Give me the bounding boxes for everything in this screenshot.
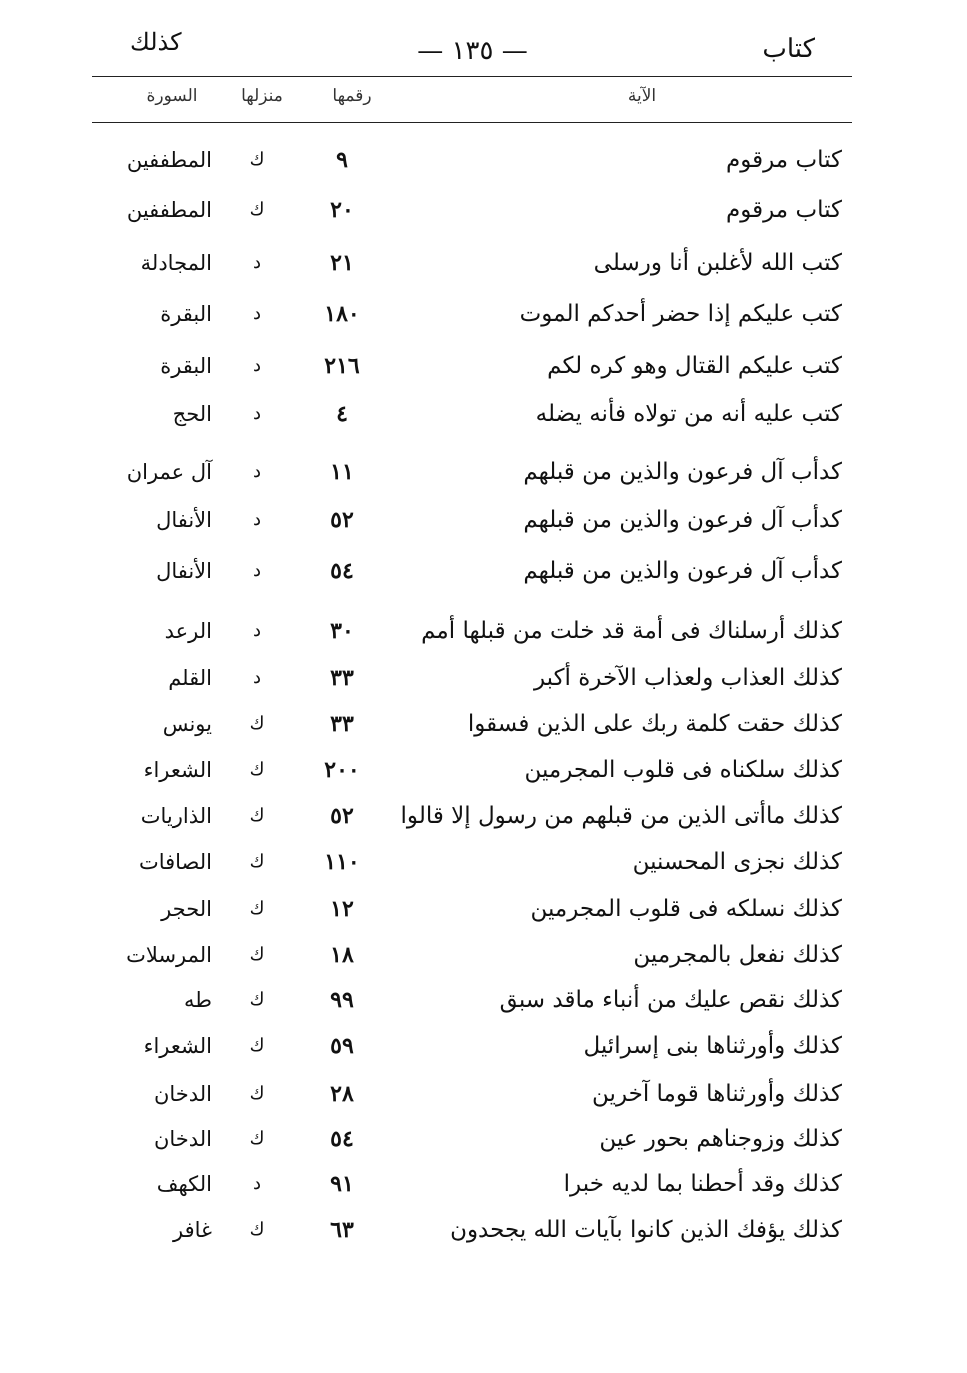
aya-text: كذلك يؤفك الذين كانوا بآيات الله يجحدون — [450, 1217, 842, 1243]
aya-text: كذلك نقص عليك من أنباء ماقد سبق — [499, 987, 842, 1013]
revelation-place: د — [252, 252, 261, 273]
sura-name: المطففين — [126, 148, 212, 172]
aya-text: كذلك وقد أحطنا بما لديه خبرا — [563, 1171, 842, 1197]
sura-name: الكهف — [156, 1172, 212, 1196]
table-row — [92, 889, 852, 929]
revelation-place: د — [252, 509, 261, 530]
table-row — [92, 796, 852, 836]
revelation-place: ك — [249, 199, 265, 220]
table-row — [92, 500, 852, 540]
aya-text: كذلك ماأتى الذين من قبلهم من رسول إلا قالوا — [400, 803, 842, 829]
table-row — [92, 842, 852, 882]
column-header-place: منزلها — [241, 86, 283, 106]
aya-text: كذلك العذاب ولعذاب الآخرة أكبر — [533, 665, 842, 691]
aya-text: كذلك وأورثناها قوما آخرين — [592, 1081, 842, 1107]
sura-name: الشعراء — [143, 758, 212, 782]
column-header-sura: السورة — [146, 86, 198, 106]
aya-text: كتب عليه أنه من تولاه فأنه يضله — [535, 401, 842, 427]
table-row — [92, 980, 852, 1020]
revelation-place: ك — [249, 149, 265, 170]
page-number: — ١٣٥ — — [417, 36, 528, 66]
aya-number: ١١٠ — [324, 849, 360, 875]
table-row — [92, 658, 852, 698]
table-row — [92, 1210, 852, 1250]
aya-number: ٣٣ — [330, 665, 354, 691]
table-row — [92, 935, 852, 975]
aya-text: كذلك أرسلناك فى أمة قد خلت من قبلها أمم — [421, 618, 842, 644]
aya-text: كذلك وأورثناها بنى إسرائيل — [583, 1033, 842, 1059]
revelation-place: ك — [249, 989, 265, 1010]
table-row — [92, 346, 852, 386]
aya-number: ٤ — [336, 401, 348, 427]
revelation-place: د — [252, 560, 261, 581]
sura-name: الحج — [172, 402, 212, 426]
revelation-place: ك — [249, 759, 265, 780]
table-row — [92, 750, 852, 790]
aya-text: كذلك نسلكه فى قلوب المجرمين — [530, 896, 842, 922]
table-row — [92, 394, 852, 434]
table-row — [92, 140, 852, 180]
aya-number: ٢٨ — [330, 1081, 354, 1107]
revelation-place: ك — [249, 898, 265, 919]
revelation-place: د — [252, 403, 261, 424]
aya-text: كذلك حقت كلمة ربك على الذين فسقوا — [467, 711, 842, 737]
table-row — [92, 551, 852, 591]
column-headers — [92, 86, 852, 116]
table-row — [92, 1026, 852, 1066]
aya-text: كدأب آل فرعون والذين من قبلهم — [523, 558, 842, 584]
revelation-place: ك — [249, 713, 265, 734]
revelation-place: د — [252, 620, 261, 641]
column-header-rule — [92, 122, 852, 123]
table-row — [92, 190, 852, 230]
aya-number: ٣٣ — [330, 711, 354, 737]
sura-name: المرسلات — [126, 943, 212, 967]
column-header-aya: الآية — [627, 86, 657, 106]
aya-number: ٢١ — [330, 250, 354, 276]
sura-name: غافر — [172, 1218, 212, 1242]
aya-text: كتب عليكم إذا حضر أحدكم الموت — [519, 301, 842, 327]
revelation-place: ك — [249, 1219, 265, 1240]
revelation-place: ك — [249, 805, 265, 826]
revelation-place: ك — [249, 944, 265, 965]
sura-name: المجادلة — [140, 251, 212, 275]
sura-name: المطففين — [126, 198, 212, 222]
sura-name: القلم — [168, 666, 212, 690]
aya-text: كتاب مرقوم — [726, 147, 842, 173]
table-row — [92, 1074, 852, 1114]
table-row — [92, 704, 852, 744]
sura-name: آل عمران — [126, 460, 212, 484]
sura-name: الحجر — [161, 897, 212, 921]
table-row — [92, 611, 852, 651]
aya-number: ١٨٠ — [324, 301, 360, 327]
header-rule — [92, 76, 852, 77]
aya-number: ٢١٦ — [324, 353, 360, 379]
revelation-place: ك — [249, 1083, 265, 1104]
aya-number: ٥٤ — [330, 1126, 354, 1152]
sura-name: الأنفال — [156, 508, 212, 532]
aya-text: كذلك نفعل بالمجرمين — [633, 942, 842, 968]
aya-number: ٩١ — [330, 1171, 354, 1197]
sura-name: الأنفال — [156, 559, 212, 583]
sura-name: الدخان — [153, 1082, 212, 1106]
revelation-place: د — [252, 667, 261, 688]
revelation-place: د — [252, 303, 261, 324]
aya-number: ٣٠ — [330, 618, 354, 644]
aya-number: ٥٢ — [330, 803, 354, 829]
revelation-place: د — [252, 461, 261, 482]
aya-text: كتب الله لأغلبن أنا ورسلى — [593, 250, 842, 276]
aya-number: ٩ — [336, 147, 348, 173]
aya-text: كذلك وزوجناهم بحور عين — [599, 1126, 842, 1152]
sura-name: الذاريات — [140, 804, 212, 828]
aya-text: كذلك سلكناه فى قلوب المجرمين — [524, 757, 842, 783]
aya-number: ١٢ — [330, 896, 354, 922]
column-header-number: رقمها — [332, 86, 372, 106]
sura-name: طه — [184, 988, 212, 1012]
sura-name: البقرة — [160, 302, 212, 326]
guide-word-left: كذلك — [130, 28, 182, 56]
revelation-place: د — [252, 1173, 261, 1194]
revelation-place: ك — [249, 1128, 265, 1149]
aya-number: ١٨ — [330, 942, 354, 968]
table-row — [92, 294, 852, 334]
aya-number: ٢٠ — [330, 197, 354, 223]
aya-text: كدأب آل فرعون والذين من قبلهم — [523, 459, 842, 485]
sura-name: الشعراء — [143, 1034, 212, 1058]
sura-name: يونس — [162, 712, 212, 736]
aya-number: ٥٩ — [330, 1033, 354, 1059]
sura-name: الصافات — [138, 850, 212, 874]
running-header — [90, 28, 855, 72]
sura-name: الرعد — [164, 619, 212, 643]
table-row — [92, 243, 852, 283]
sura-name: الدخان — [153, 1127, 212, 1151]
aya-number: ٥٤ — [330, 558, 354, 584]
revelation-place: ك — [249, 851, 265, 872]
table-row — [92, 452, 852, 492]
aya-text: كتب عليكم القتال وهو كره لكم — [547, 353, 842, 379]
aya-number: ١١ — [330, 459, 354, 485]
aya-number: ٦٣ — [330, 1217, 354, 1243]
table-row — [92, 1119, 852, 1159]
guide-word-right: كتاب — [762, 34, 815, 64]
aya-number: ٢٠٠ — [324, 757, 360, 783]
table-row — [92, 1164, 852, 1204]
aya-number: ٥٢ — [330, 507, 354, 533]
aya-text: كتاب مرقوم — [726, 197, 842, 223]
aya-text: كذلك نجزى المحسنين — [632, 849, 842, 875]
revelation-place: د — [252, 355, 261, 376]
aya-number: ٩٩ — [330, 987, 354, 1013]
aya-text: كدأب آل فرعون والذين من قبلهم — [523, 507, 842, 533]
sura-name: البقرة — [160, 354, 212, 378]
revelation-place: ك — [249, 1035, 265, 1056]
